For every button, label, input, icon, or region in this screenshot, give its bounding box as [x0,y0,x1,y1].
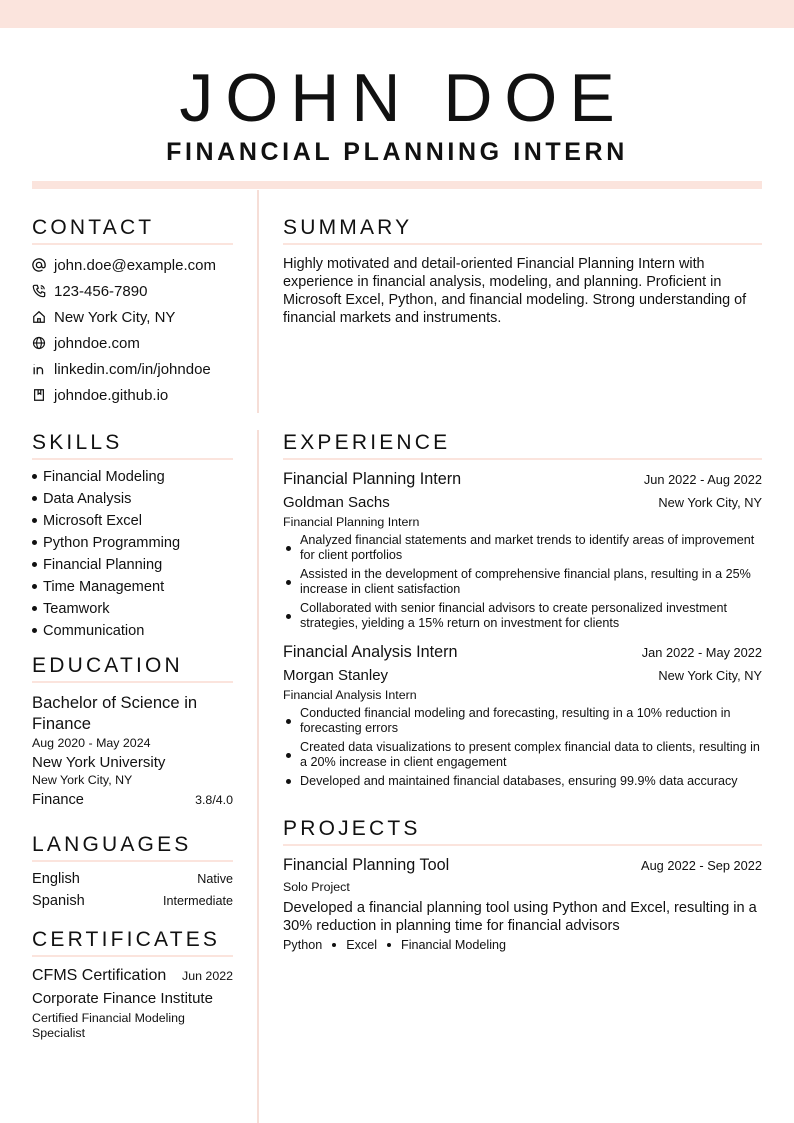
project-desc: Developed a financial planning tool using Python and Excel, resulting in a 30% reduction in planning time for financial advisors [283,900,757,934]
education-field: Finance [32,792,84,808]
linkedin-icon [32,362,46,376]
language-level: Intermediate [162,894,233,908]
languages-section [32,832,233,912]
education-gpa: 3.8/4.0 [195,793,233,807]
certificate-name: CFMS Certification [32,967,167,984]
certificates-heading: CERTIFICATES [32,927,233,957]
list-item: Time Management [32,576,233,598]
top-accent-band [0,0,794,28]
projects-section [283,816,762,952]
list-item: Created data visualizations to present complex financial data to clients, resulting in a 20% increase in client engagement [283,740,762,770]
resume-header [0,60,794,168]
education-heading: EDUCATION [32,653,233,683]
contact-section [32,215,233,408]
phone-icon [32,284,46,298]
language-name: Spanish [32,893,85,909]
contact-website-text: johndoe.com [54,334,140,352]
job-title: Financial Planning Intern [283,470,462,488]
list-item: Developed and maintained financial databases, ensuring 99.9% data accuracy [283,774,762,789]
certificate-desc: Certified Financial Modeling Specialist [32,1011,185,1040]
list-item: Financial Modeling [32,466,233,488]
contact-website[interactable] [32,330,233,356]
job-dates: Jun 2022 - Aug 2022 [643,472,762,487]
at-icon [32,258,46,272]
list-item: Conducted financial modeling and forecasting, resulting in a 10% reduction in forecasting errors [283,706,762,736]
list-item: Data Analysis [32,488,233,510]
project-row [283,855,762,875]
contact-email-text: john.doe@example.com [54,256,216,274]
certificates-section [32,927,233,1041]
skills-section [32,430,233,642]
certificate-org: Corporate Finance Institute [32,990,213,1007]
education-section [32,653,233,808]
project-tags [283,938,762,952]
list-item: Python Programming [32,532,233,554]
list-item: Analyzed financial statements and market trends to identify areas of improvement for client portfolios [283,533,762,563]
header-divider [32,181,762,189]
job-subtitle: Financial Analysis Intern [283,688,417,702]
list-item: Collaborated with senior financial advisors to create personalized investment strategies, yielding a 15% return on investment for clients [283,601,762,631]
contact-linkedin-text: linkedin.com/in/johndoe [54,360,211,378]
contact-phone-text: 123-456-7890 [54,282,148,300]
summary-text: Highly motivated and detail-oriented Financial Planning Intern with experience in financial analysis, modeling, and planning. Proficient in Microsoft Excel, Python, and financial modeling. Strong understanding of financial markets and instruments. [283,256,747,326]
experience-heading: EXPERIENCE [283,430,762,460]
contact-github[interactable] [32,382,233,408]
job-location: New York City, NY [658,495,762,510]
column-divider-top [257,190,259,413]
skills-list [32,466,233,642]
contact-phone[interactable] [32,278,233,304]
language-row-english [32,868,233,890]
projects-heading: PROJECTS [283,816,762,846]
globe-icon [32,336,46,350]
candidate-role: FINANCIAL PLANNING INTERN [166,138,628,166]
project-subtitle: Solo Project [283,880,350,894]
candidate-name: JOHN DOE [179,60,627,136]
list-item: Communication [32,620,233,642]
experience-section [283,430,762,793]
job-company: Morgan Stanley [283,667,389,684]
home-icon [32,310,46,324]
contact-github-text: johndoe.github.io [54,386,169,404]
list-item: Teamwork [32,598,233,620]
summary-section [283,215,762,327]
skills-heading: SKILLS [32,430,233,460]
certificate-date: Jun 2022 [182,969,233,983]
job-entry [283,469,762,631]
project-tag: Python [283,938,323,952]
list-item: Assisted in the development of comprehensive financial plans, resulting in a 25% increase in client satisfaction [283,567,762,597]
education-dates: Aug 2020 - May 2024 [32,736,151,750]
job-location: New York City, NY [658,668,762,683]
contact-email[interactable] [32,252,233,278]
project-tag: Excel [346,938,378,952]
education-location: New York City, NY [32,773,133,787]
certificate-row [32,965,233,987]
languages-heading: LANGUAGES [32,832,233,862]
education-field-row [32,792,233,808]
contact-location [32,304,233,330]
education-school: New York University [32,754,166,771]
job-entry [283,642,762,789]
language-name: English [32,871,80,887]
contact-location-text: New York City, NY [54,308,176,326]
language-row-spanish [32,890,233,912]
project-tag: Financial Modeling [401,938,507,952]
contact-heading: CONTACT [32,215,233,245]
list-item: Microsoft Excel [32,510,233,532]
list-item: Financial Planning [32,554,233,576]
column-divider-bottom [257,430,259,1123]
summary-heading: SUMMARY [283,215,762,245]
job-title: Financial Analysis Intern [283,643,458,661]
job-subtitle: Financial Planning Intern [283,515,420,529]
education-degree: Bachelor of Science in Finance [32,693,198,733]
language-level: Native [197,872,233,886]
github-icon [32,388,46,402]
project-name: Financial Planning Tool [283,856,450,874]
contact-linkedin[interactable] [32,356,233,382]
job-company: Goldman Sachs [283,494,390,511]
job-dates: Jan 2022 - May 2022 [641,645,762,660]
project-dates: Aug 2022 - Sep 2022 [641,858,762,873]
